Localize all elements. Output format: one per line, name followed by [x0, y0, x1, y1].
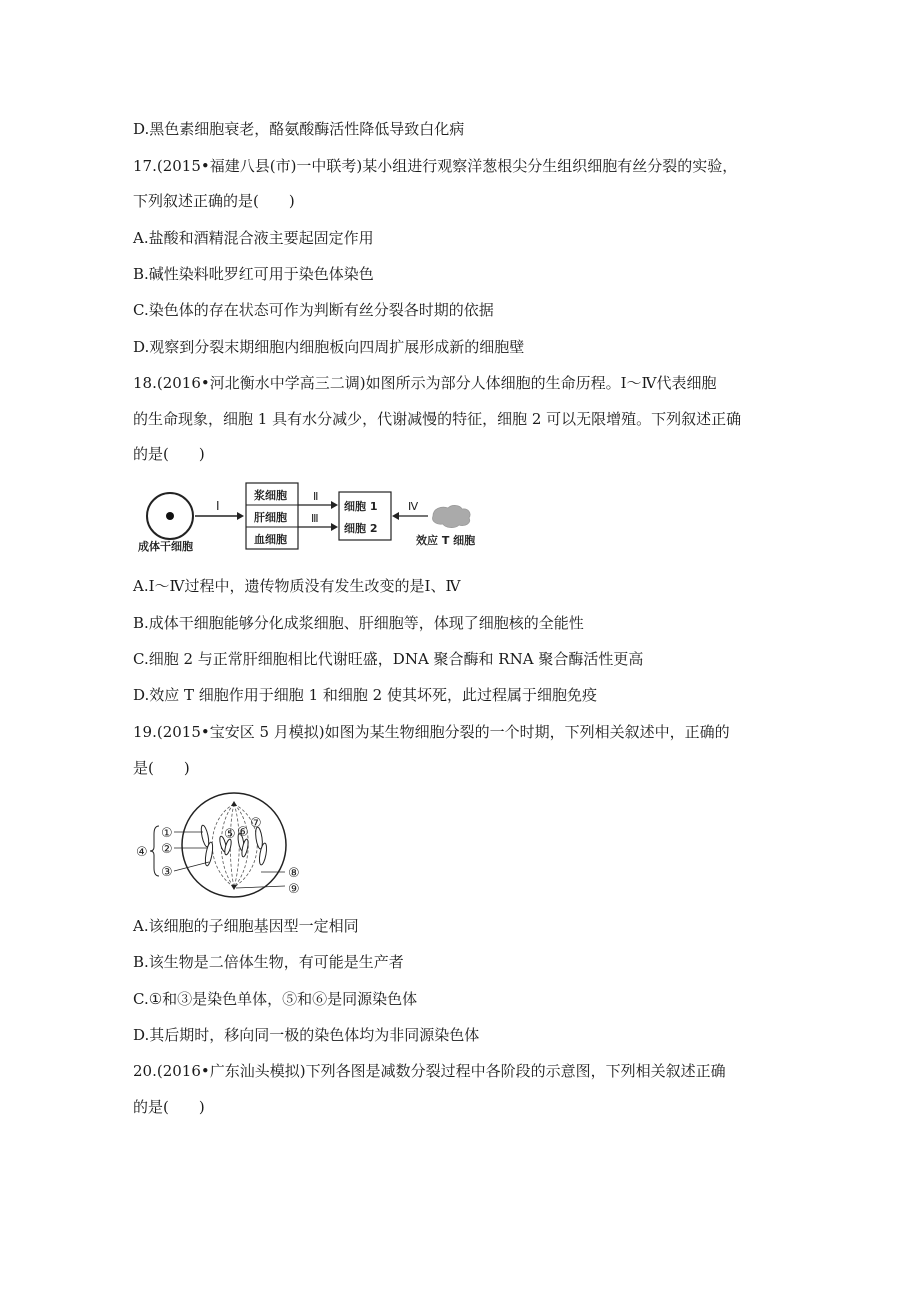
stem-cell-nucleus — [166, 512, 174, 520]
q17-option-c: C.染色体的存在状态可作为判断有丝分裂各时期的依据 — [133, 301, 494, 319]
q19-option-c: C.①和③是染色单体，⑤和⑥是同源染色体 — [133, 990, 418, 1008]
box1-item-plasma: 浆细胞 — [254, 489, 287, 502]
t-cell-label: 效应 T 细胞 — [416, 534, 476, 547]
t-cell-shape — [433, 505, 470, 527]
box2-item-cell2: 细胞 2 — [344, 522, 378, 535]
arrow-iv-label: Ⅳ — [408, 500, 419, 513]
q17-stem-line2: 下列叙述正确的是( ) — [133, 192, 295, 210]
q20-stem-line1: 20.(2016•广东汕头模拟)下列各图是减数分裂过程中各阶段的示意图，下列相关叙述正确 — [133, 1062, 726, 1080]
label-8: ⑧ — [288, 866, 300, 881]
cell-membrane — [182, 793, 286, 897]
q19-figure — [133, 792, 323, 902]
label-2: ② — [161, 842, 173, 857]
q18-figure — [130, 478, 490, 552]
arrow-ii-head — [331, 501, 338, 509]
q19-stem-line2: 是( ) — [133, 759, 190, 777]
q17-stem-line1: 17.(2015•福建八县(市)一中联考)某小组进行观察洋葱根尖分生组织细胞有丝分裂的实验， — [133, 157, 738, 175]
arrow-iii-label: Ⅲ — [311, 512, 319, 525]
q19-option-b: B.该生物是二倍体生物，有可能是生产者 — [133, 953, 404, 971]
box2-item-cell1: 细胞 1 — [344, 500, 378, 513]
q19-option-a: A.该细胞的子细胞基因型一定相同 — [133, 917, 359, 935]
label-7: ⑦ — [250, 816, 262, 831]
q18-option-b: B.成体干细胞能够分化成浆细胞、肝细胞等，体现了细胞核的全能性 — [133, 614, 584, 632]
brace-4 — [150, 826, 159, 876]
q20-stem-line2: 的是( ) — [133, 1098, 205, 1116]
label-3: ③ — [161, 865, 173, 880]
q18-stem-line2: 的生命现象，细胞 1 具有水分减少，代谢减慢的特征，细胞 2 可以无限增殖。下列叙述正确 — [133, 410, 742, 428]
label-4: ④ — [136, 845, 148, 860]
arrow-i-label: Ⅰ — [216, 499, 220, 513]
box1-item-liver: 肝细胞 — [254, 511, 287, 524]
q17-option-d: D.观察到分裂末期细胞内细胞板向四周扩展形成新的细胞壁 — [133, 338, 525, 356]
q17-option-b: B.碱性染料吡罗红可用于染色体染色 — [133, 265, 374, 283]
arrow-iii-head — [331, 523, 338, 531]
q18-option-d: D.效应 T 细胞作用于细胞 1 和细胞 2 使其坏死，此过程属于细胞免疫 — [133, 686, 597, 704]
label-1: ① — [161, 826, 173, 841]
box1-item-blood: 血细胞 — [254, 533, 287, 546]
q17-option-a: A.盐酸和酒精混合液主要起固定作用 — [133, 229, 374, 247]
q18-option-a: A.Ⅰ～Ⅳ过程中，遗传物质没有发生改变的是Ⅰ、Ⅳ — [133, 577, 461, 595]
q18-stem-line1: 18.(2016•河北衡水中学高三二调)如图所示为部分人体细胞的生命历程。Ⅰ～Ⅳ代表细胞 — [133, 374, 717, 392]
arrow-i-head — [237, 512, 244, 520]
stem-cell-label: 成体干细胞 — [138, 540, 193, 552]
arrow-iv-head — [392, 512, 399, 520]
arrow-ii-label: Ⅱ — [313, 490, 319, 503]
q16-option-d: D.黑色素细胞衰老，酪氨酸酶活性降低导致白化病 — [133, 120, 465, 138]
q18-option-c: C.细胞 2 与正常肝细胞相比代谢旺盛，DNA 聚合酶和 RNA 聚合酶活性更高 — [133, 650, 644, 668]
q18-stem-line3: 的是( ) — [133, 445, 205, 463]
q19-option-d: D.其后期时，移向同一极的染色体均为非同源染色体 — [133, 1026, 480, 1044]
label-5: ⑤ — [224, 827, 236, 842]
label-6: ⑥ — [237, 825, 249, 840]
label-9: ⑨ — [288, 882, 300, 897]
q19-stem-line1: 19.(2015•宝安区 5 月模拟)如图为某生物细胞分裂的一个时期，下列相关叙述中，正确的 — [133, 723, 730, 741]
